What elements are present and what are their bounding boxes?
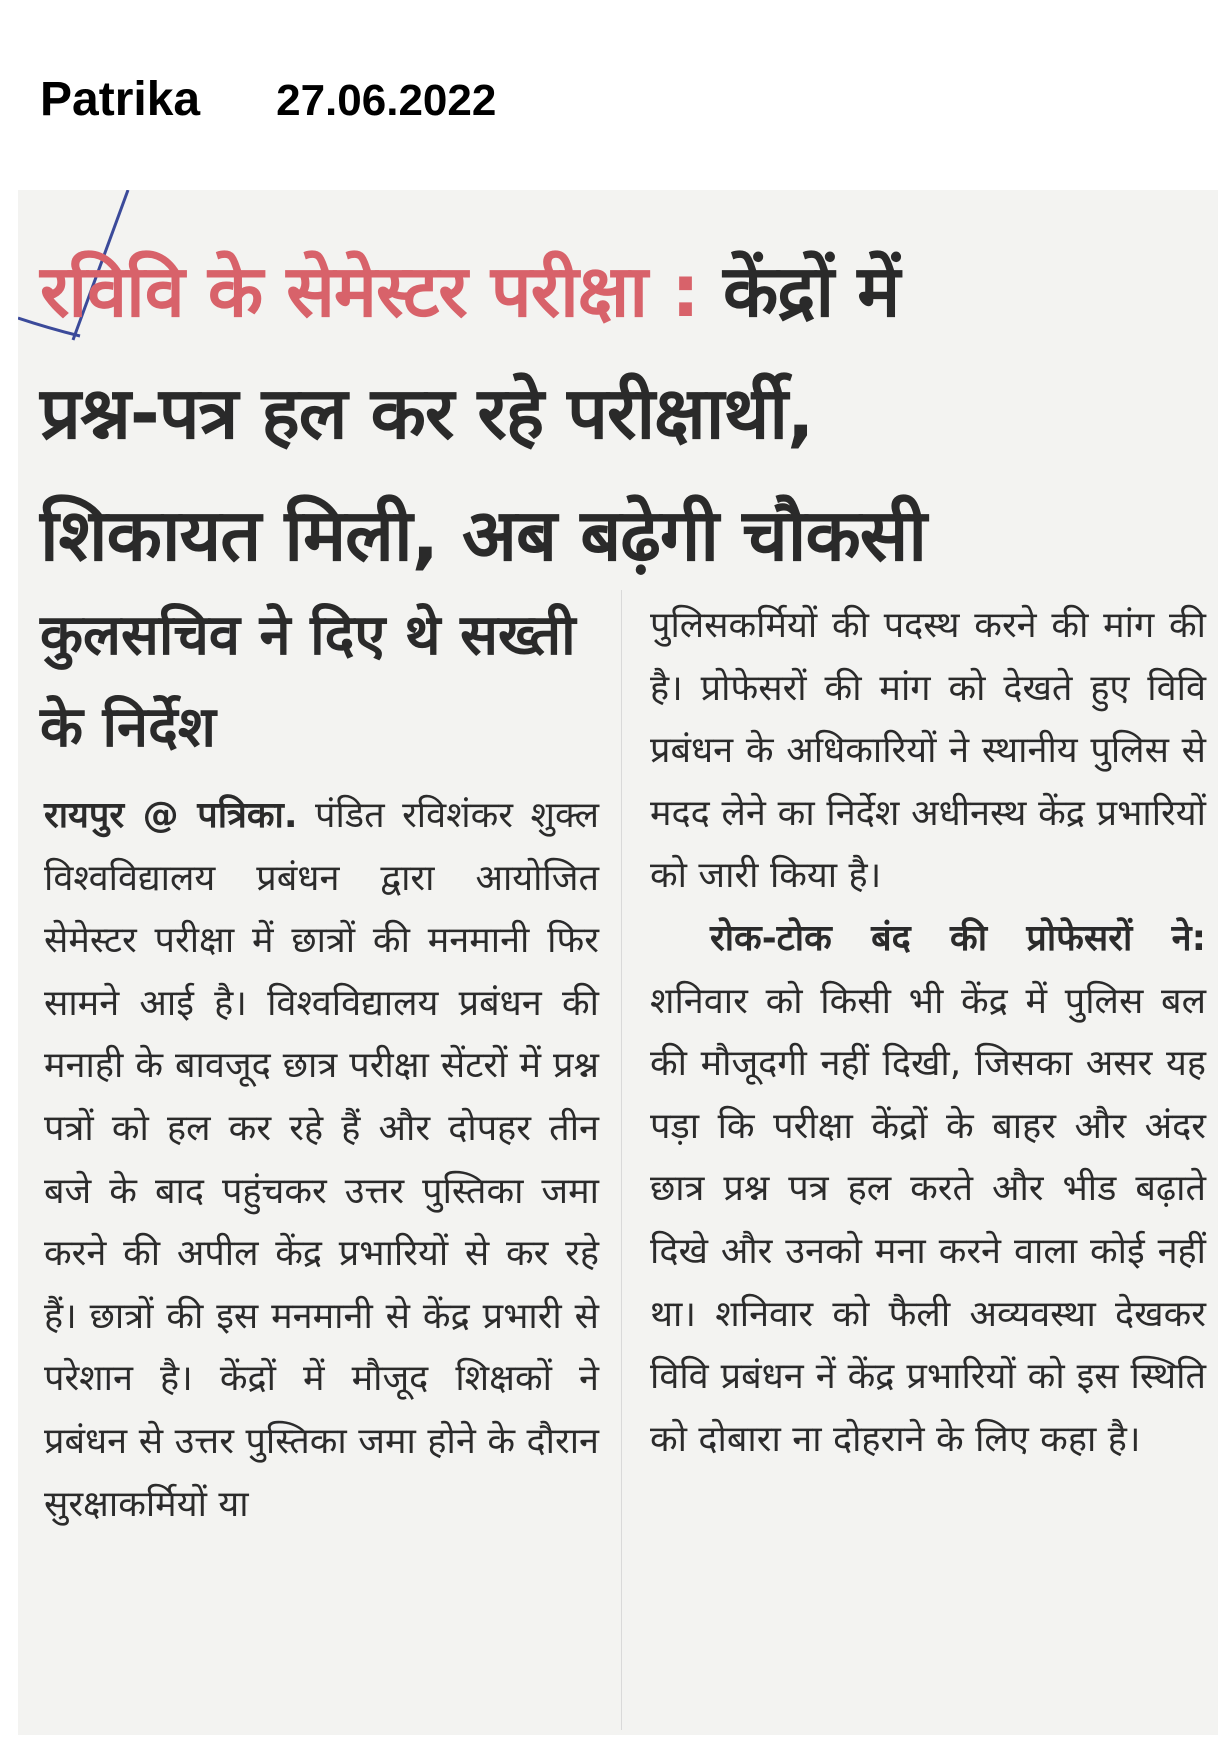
article-headline: [40, 230, 1210, 596]
publication-name: Patrika: [40, 73, 201, 126]
column-divider: [621, 590, 622, 1730]
dateline: रायपुर @ पत्रिका.: [44, 795, 298, 836]
article-subheading: कुलसचिव ने दिए थे सख्ती के निर्देश: [40, 603, 576, 760]
section-heading: रोक-टोक बंद की प्रोफेसरों ने:: [710, 917, 1206, 959]
headline-line-2: प्रश्न-पत्र हल कर रहे परीक्षार्थी,: [40, 371, 814, 455]
article-column-right: [650, 595, 1206, 1471]
newspaper-clipping: [18, 190, 1218, 1735]
headline-line-3: शिकायत मिली, अब बढ़ेगी चौकसी: [40, 493, 927, 577]
headline-line-1: [40, 230, 1210, 352]
publication-date: 27.06.2022: [276, 76, 497, 125]
clipping-header: [40, 72, 496, 142]
article-column-left: [44, 785, 599, 1536]
headline-red-part: रविवि के सेमेस्टर परीक्षा :: [40, 249, 699, 333]
right-column-text: पुलिसकर्मियों की पदस्थ करने की मांग की है। प्रोफेसरों की मांग को देखते हुए विवि प्रबंधन के अधिकारियों ने स्थानीय पुलिस से मदद लेने का निर्देश अधीनस्थ केंद्र प्रभारियों को जारी किया है।: [650, 605, 1206, 897]
left-column-text: पंडित रविशंकर शुक्ल विश्वविद्यालय प्रबंधन द्वारा आयोजित सेमेस्टर परीक्षा में छात्रों की मनमानी फिर सामने आई है। विश्वविद्यालय प्रबंधन की मनाही के बावजूद छात्र परीक्षा सेंटरों में प्रश्न पत्रों को हल कर रहे हैं और दोपहर तीन बजे के बाद पहुंचकर उत्तर पुस्तिका जमा करने की अपील केंद्र प्रभारियों से कर रहे हैं। छात्रों की इस मनमानी से केंद्र प्रभारी से परेशान है। केंद्रों में मौजूद शिक्षकों ने प्रबंधन से उत्तर पुस्तिका जमा होने के दौरान सुरक्षाकर्मियों या: [44, 795, 599, 1525]
right-column-text-2: शनिवार को किसी भी केंद्र में पुलिस बल की मौजूदगी नहीं दिखी, जिसका असर यह पड़ा कि परीक्षा केंद्रों के बाहर और अंदर छात्र प्रश्न पत्र हल करते और भीड बढ़ाते दिखे और उनको मना करने वाला कोई नहीं था। शनिवार को फैली अव्यवस्था देखकर विवि प्रबंधन नें केंद्र प्रभारियों को इस स्थिति को दोबारा ना दोहराने के लिए कहा है।: [650, 980, 1206, 1460]
headline-dark-part: केंद्रों में: [722, 249, 900, 333]
